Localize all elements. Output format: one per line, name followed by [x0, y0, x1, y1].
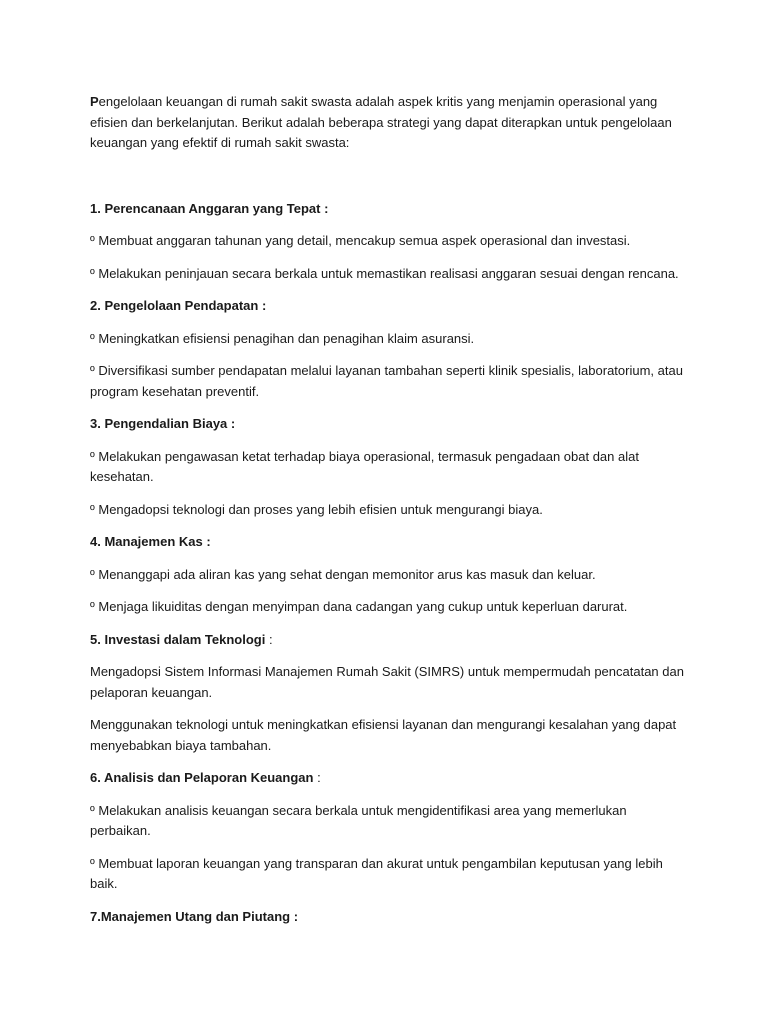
section-paragraph: º Melakukan analisis keuangan secara berkala untuk mengidentifikasi area yang memerlukan perbaikan.	[90, 802, 627, 838]
section-paragraph: º Melakukan peninjauan secara berkala untuk memastikan realisasi anggaran sesuai dengan rencana.	[90, 265, 679, 281]
section-paragraph: º Diversifikasi sumber pendapatan melalui layanan tambahan seperti klinik spesialis, laboratorium, atau program kesehatan preventif.	[90, 363, 683, 399]
intro-text: engelolaan keuangan di rumah sakit swasta adalah aspek kritis yang menjamin operasional yang efisien dan berkelanjutan. Berikut adalah beberapa strategi yang dapat diterapkan untuk pengelolaan keuangan yang efektif di rumah sakit swasta:	[90, 94, 672, 150]
section-paragraph: Mengadopsi Sistem Informasi Manajemen Rumah Sakit (SIMRS) untuk mempermudah pencatatan dan pelaporan keuangan.	[90, 664, 684, 700]
document-page	[90, 92, 690, 939]
section-heading: 7.Manajemen Utang dan Piutang :	[90, 908, 299, 924]
section-paragraph: º Membuat laporan keuangan yang transparan dan akurat untuk pengambilan keputusan yang lebih baik.	[90, 855, 663, 891]
section-heading: 5. Investasi dalam Teknologi :	[90, 631, 273, 647]
section-paragraph: º Mengadopsi teknologi dan proses yang lebih efisien untuk mengurangi biaya.	[90, 501, 543, 517]
intro-paragraph	[90, 92, 690, 154]
section-paragraph: º Meningkatkan efisiensi penagihan dan penagihan klaim asuransi.	[90, 330, 475, 346]
section-6	[90, 768, 690, 895]
section-paragraph: º Membuat anggaran tahunan yang detail, mencakup semua aspek operasional dan investasi.	[90, 233, 631, 248]
section-paragraph: º Melakukan pengawasan ketat terhadap biaya operasional, termasuk pengadaan obat dan alat kesehatan.	[90, 448, 639, 484]
section-heading: 1. Perencanaan Anggaran yang Tepat :	[90, 200, 329, 216]
section-heading: 3. Pengendalian Biaya :	[90, 416, 236, 431]
section-3	[90, 414, 690, 520]
section-heading: 2. Pengelolaan Pendapatan :	[90, 298, 267, 313]
section-2	[90, 296, 690, 402]
section-1	[90, 199, 690, 285]
section-paragraph: º Menanggapi ada aliran kas yang sehat dengan memonitor arus kas masuk dan keluar.	[90, 566, 596, 582]
section-4	[90, 532, 690, 618]
section-heading: 6. Analisis dan Pelaporan Keuangan :	[90, 770, 321, 785]
section-heading: 4. Manajemen Kas :	[90, 534, 211, 549]
intro-first-letter: P	[90, 94, 99, 109]
section-paragraph: Menggunakan teknologi untuk meningkatkan efisiensi layanan dan mengurangi kesalahan yang dapat menyebabkan biaya tambahan.	[90, 717, 677, 753]
section-5	[90, 630, 690, 757]
section-paragraph: º Menjaga likuiditas dengan menyimpan dana cadangan yang cukup untuk keperluan darurat.	[90, 599, 628, 614]
section-7	[90, 907, 690, 928]
